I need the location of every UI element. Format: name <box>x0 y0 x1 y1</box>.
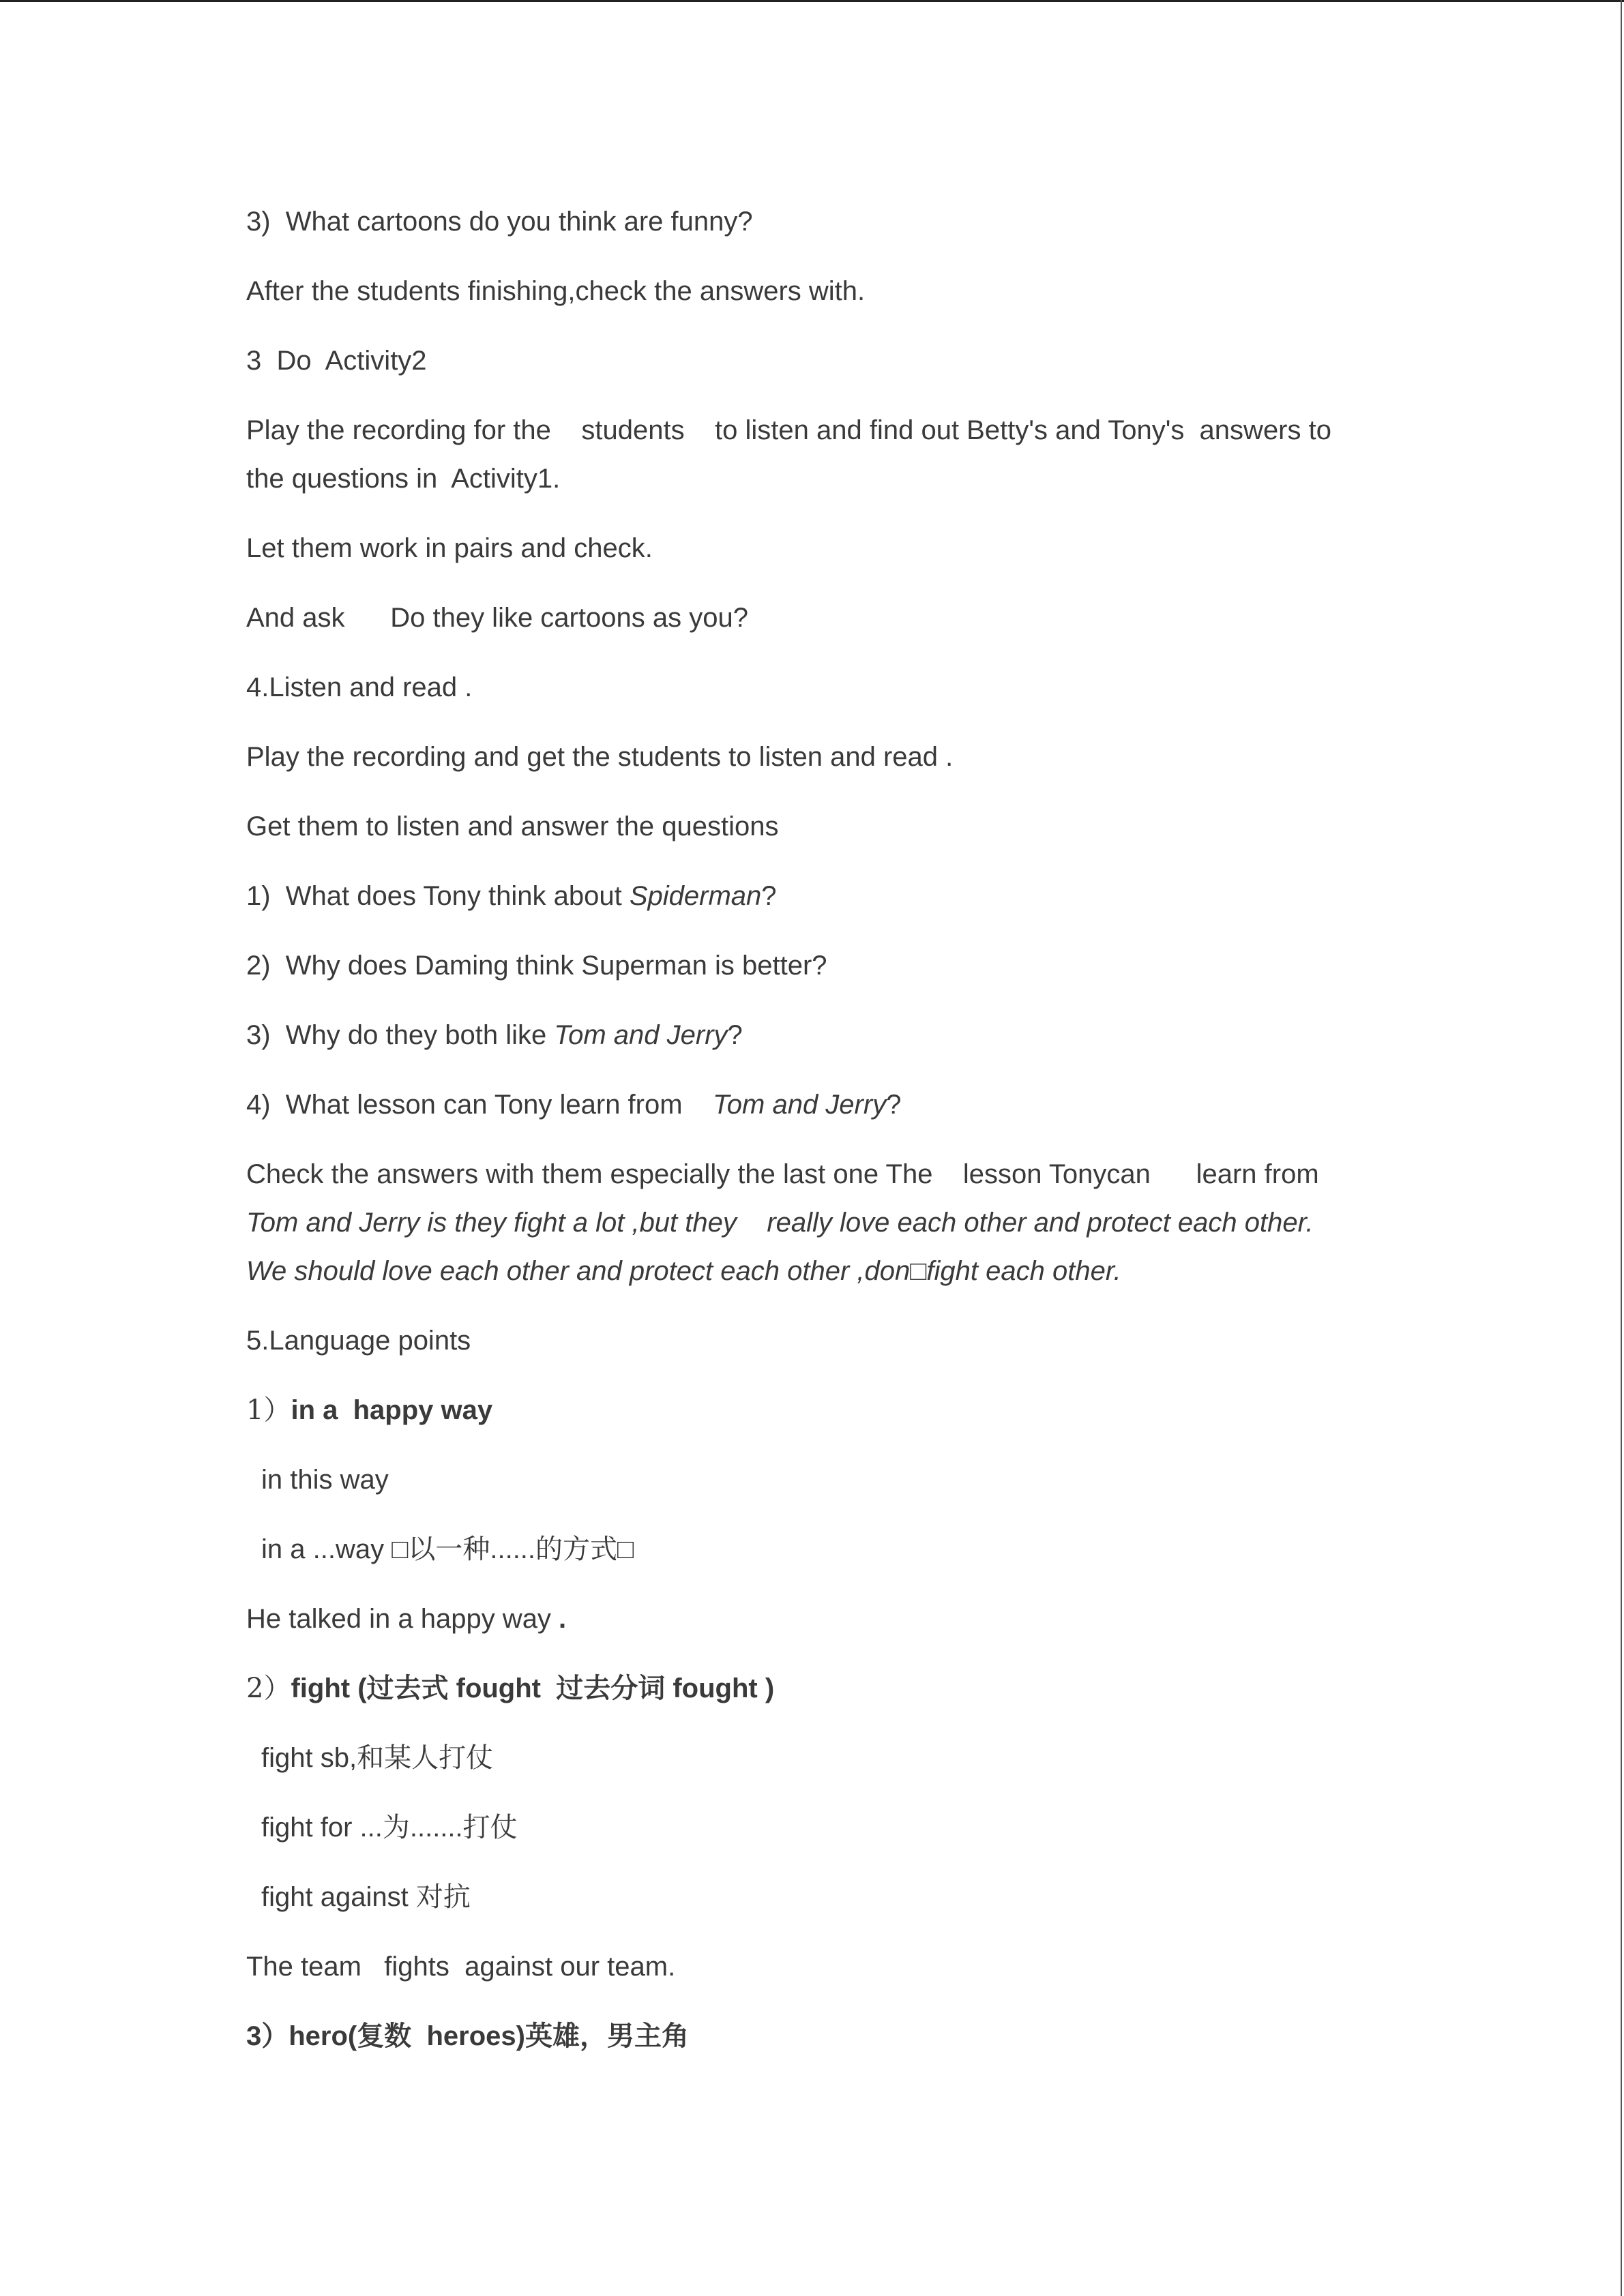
step-3-heading: 3 Do Activity2 <box>246 346 427 376</box>
phrase-fight-sb: fight sb,和某人打仗 <box>261 1743 494 1773</box>
question-3-tom-jerry <box>246 1011 743 1060</box>
play-recording-text-cont: the questions in Activity1. <box>246 464 561 494</box>
language-point-2-number: 2） <box>246 1673 291 1704</box>
phrase-in-a-way: in a ...way □以一种......的方式□ <box>261 1534 634 1564</box>
step-4-heading: 4.Listen and read . <box>246 672 473 702</box>
question-4-lesson <box>246 1081 901 1129</box>
question-1-spiderman <box>246 872 777 921</box>
example-happy-way-period: . <box>559 1604 567 1634</box>
phrase-fight-for: fight for ...为.......打仗 <box>261 1813 518 1843</box>
lesson-answer-italic-2: We should love each other and protect each other ,don□fight each other. <box>246 1256 1121 1286</box>
question-3-pre: 3) Why do they both like <box>246 1020 555 1050</box>
phrase-fight-against: fight against 对抗 <box>261 1882 471 1912</box>
answer-questions-text: Get them to listen and answer the questions <box>246 811 779 841</box>
ask-question-text: And ask Do they like cartoons as you? <box>246 603 748 633</box>
question-1-pre: 1) What does Tony think about <box>246 881 630 911</box>
check-answers-text: After the students finishing,check the answers with. <box>246 276 866 306</box>
question-2-superman: 2) Why does Daming think Superman is better? <box>246 951 827 981</box>
page-right-border <box>1621 0 1622 2296</box>
language-point-3: 3）hero(复数 heroes)英雄，男主角 <box>246 2021 689 2051</box>
phrase-in-this-way: in this way <box>261 1465 389 1495</box>
language-point-1-number: 1） <box>246 1395 291 1426</box>
pairs-check-text: Let them work in pairs and check. <box>246 533 653 563</box>
example-team-fights: The team fights against our team. <box>246 1952 676 1982</box>
question-1-title: Spiderman <box>629 881 762 911</box>
lesson-answer-italic-1: Tom and Jerry is they fight a lot ,but they really love each other and protect each other. <box>246 1208 1314 1238</box>
language-point-2-phrase: fight (过去式 fought 过去分词 fought ) <box>291 1673 775 1703</box>
language-point-1 <box>246 1386 492 1435</box>
language-point-1-phrase: in a happy way <box>291 1395 493 1425</box>
question-4-title: Tom and Jerry <box>713 1090 887 1120</box>
question-3-title: Tom and Jerry <box>554 1020 728 1050</box>
question-3-post: ? <box>727 1020 743 1050</box>
question-4-post: ? <box>886 1090 902 1120</box>
example-happy-way-text: He talked in a happy way <box>246 1604 559 1634</box>
language-point-2 <box>246 1665 774 1713</box>
question-3-funny-cartoons: 3) What cartoons do you think are funny? <box>246 207 753 237</box>
play-recording-read-text: Play the recording and get the students to listen and read . <box>246 742 954 772</box>
step-5-heading: 5.Language points <box>246 1326 471 1356</box>
example-happy-way <box>246 1595 566 1643</box>
page-top-border <box>0 0 1624 2</box>
question-1-post: ? <box>761 881 777 911</box>
check-answers-lesson-text: Check the answers with them especially the last one The lesson Tonycan learn from <box>246 1159 1319 1189</box>
play-recording-text: Play the recording for the students to listen and find out Betty's and Tony's answers to <box>246 415 1331 445</box>
question-4-pre: 4) What lesson can Tony learn from <box>246 1090 713 1120</box>
